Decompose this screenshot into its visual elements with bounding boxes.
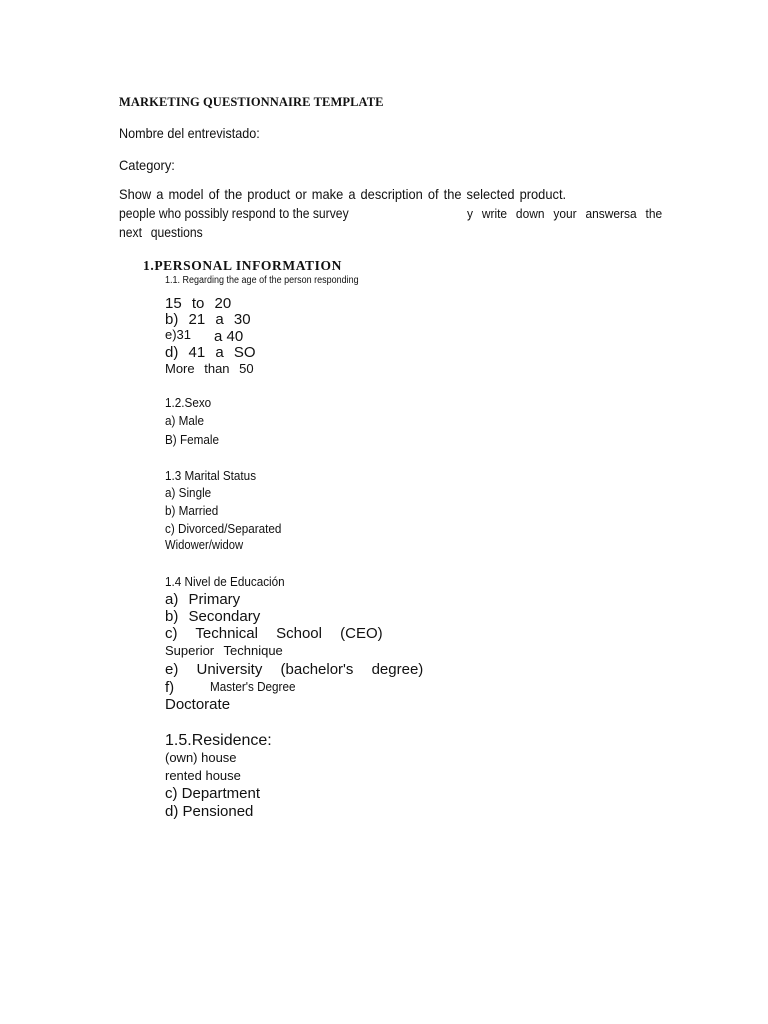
question-age: 1.1. Regarding the age of the person responding [165, 275, 359, 286]
question-residence: 1.5.Residence: [165, 732, 272, 749]
instructions-line-3: next questions [119, 225, 203, 240]
section-heading-personal-information: 1.PERSONAL INFORMATION [143, 258, 342, 273]
question-marital-status: 1.3 Marital Status [165, 468, 257, 483]
interviewee-name-label: Nombre del entrevistado: [119, 125, 260, 141]
age-option-15-20: 15 to 20 [165, 295, 232, 312]
instructions-line-2-right: y write down your answersa the [467, 206, 663, 221]
education-option-primary: a) Primary [165, 591, 241, 608]
education-option-secondary: b) Secondary [165, 608, 261, 625]
marital-option-widower: Widower/widow [165, 538, 244, 552]
question-sex: 1.2.Sexo [165, 395, 212, 410]
age-option-21-30: b) 21 a 30 [165, 311, 251, 328]
residence-option-own-house: (own) house [165, 750, 237, 765]
education-option-masters: Master's Degree [210, 679, 296, 694]
marital-option-married: b) Married [165, 503, 219, 518]
residence-option-pensioned: d) Pensioned [165, 803, 254, 820]
marital-option-single: a) Single [165, 485, 212, 500]
question-education-level: 1.4 Nivel de Educación [165, 574, 285, 589]
age-option-41-50: d) 41 a SO [165, 344, 256, 361]
instructions-line-2-left: people who possibly respond to the survey [119, 206, 349, 221]
sex-option-female: B) Female [165, 432, 219, 447]
age-option-more-than-50: More than 50 [165, 361, 254, 376]
residence-option-rented-house: rented house [165, 768, 241, 783]
instructions-line-1: Show a model of the product or make a description of the selected product. [119, 186, 567, 202]
education-option-f-marker: f) [165, 679, 175, 696]
residence-option-department: c) Department [165, 785, 261, 802]
document-title: MARKETING QUESTIONNAIRE TEMPLATE [119, 95, 384, 109]
education-option-technical-school: c) Technical School (CEO) [165, 625, 383, 642]
age-option-31-40-prefix: e)31 [165, 327, 192, 342]
education-option-university: e) University (bachelor's degree) [165, 661, 424, 678]
education-option-superior-technique: Superior Technique [165, 643, 283, 658]
age-option-31-40-suffix: a 40 [214, 328, 244, 345]
marital-option-divorced: c) Divorced/Separated [165, 521, 282, 536]
education-option-doctorate: Doctorate [165, 696, 231, 713]
sex-option-male: a) Male [165, 413, 205, 428]
category-label: Category: [119, 157, 175, 173]
